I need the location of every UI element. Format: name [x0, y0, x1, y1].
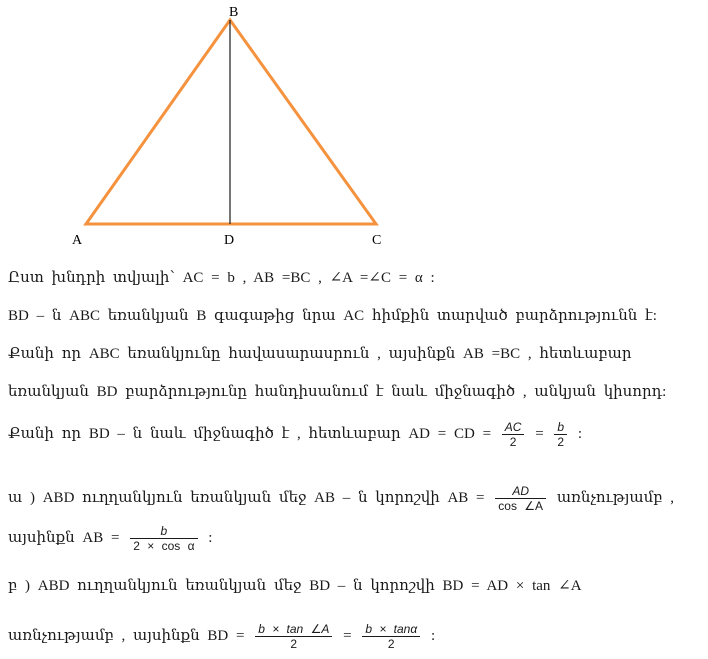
fraction-denominator: cos ∠A [498, 499, 544, 513]
given-line: Ըստ խնդրի տվյալի՝ AC = b , AB =BC , ∠A =∠C = α : [8, 270, 435, 286]
fraction-btanA-over-2 [255, 622, 332, 651]
fraction-numerator: b [130, 524, 197, 539]
fraction-denominator: 2 [290, 637, 298, 651]
fraction-numerator: b × tan ∠A [255, 622, 332, 637]
equals-sign: = [343, 627, 352, 644]
end-mark: : [208, 529, 213, 546]
part-a-result-line [8, 524, 212, 553]
vertex-label-b: B [229, 5, 239, 20]
equals-sign: = [535, 425, 544, 442]
vertex-label-c: C [372, 233, 382, 248]
fraction-denominator: 2 [387, 637, 395, 651]
part-a-line [8, 484, 674, 513]
part-a-text: ա ) ABD ուղղանկյուն եռանկյան մեջ AB – ն կորոշվի AB = [8, 489, 485, 506]
fraction-numerator: AC [502, 420, 525, 435]
fraction-ad-over-cos [495, 484, 546, 513]
point-label-d: D [224, 233, 235, 248]
altitude-definition-line: BD – ն ABC եռանկյան B գագաթից նրա AC հիմքին տարված բարձրությունն է: [8, 308, 657, 324]
fraction-denominator: 2 × cos α [133, 539, 195, 553]
fraction-numerator: AD [495, 484, 546, 499]
fraction-ac-over-2 [502, 420, 525, 449]
part-b-line: բ ) ABD ուղղանկյուն եռանկյան մեջ BD – ն կորոշվի BD = AD × tan ∠A [8, 578, 582, 594]
triangle-abc [86, 20, 376, 224]
fraction-numerator: b × tanα [362, 622, 420, 637]
part-b-result-text: առնչությամբ , այսինքն BD = [8, 627, 245, 644]
fraction-b-over-2 [554, 420, 567, 449]
midpoint-equation-line [8, 420, 582, 449]
fraction-b-over-2cos [130, 524, 197, 553]
end-mark: : [430, 627, 436, 644]
fraction-numerator: b [554, 420, 567, 435]
fraction-denominator: 2 [557, 435, 565, 449]
part-a-result-text: այսինքն AB = [8, 529, 120, 546]
end-mark: : [577, 425, 583, 442]
isosceles-statement-line: Քանի որ ABC եռանկյունը հավասարասրուն , այսինքն AB =BC , հետևաբար [8, 346, 632, 362]
vertex-label-a: A [72, 233, 83, 248]
median-bisector-line: եռանկյան BD բարձրությունը հանդիսանում է նաև միջնագիծ , անկյան կիսորդ: [8, 384, 667, 400]
part-a-suffix: առնչությամբ , [556, 489, 675, 506]
fraction-denominator: 2 [509, 435, 517, 449]
part-b-result-line [8, 622, 435, 651]
midpoint-text: Քանի որ BD – ն նաև միջնագիծ է , հետևաբար AD = CD = [8, 425, 492, 442]
triangle-figure [0, 0, 708, 250]
fraction-btanalpha-over-2 [362, 622, 420, 651]
